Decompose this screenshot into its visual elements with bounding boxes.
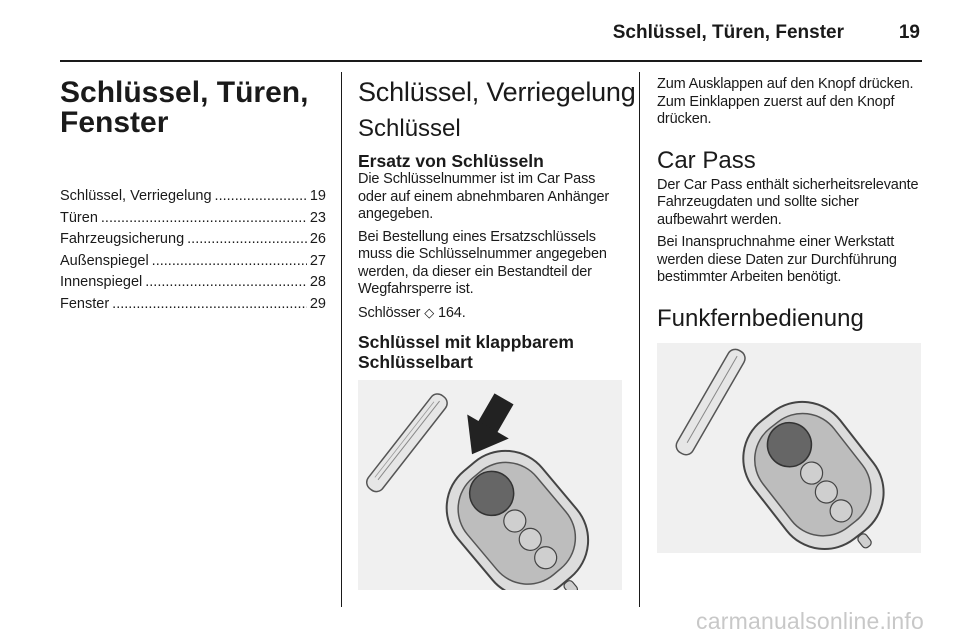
table-of-contents (60, 186, 326, 315)
toc-page: 19 (309, 188, 326, 204)
toc-page: 26 (309, 231, 326, 247)
toc-leader (187, 229, 307, 251)
toc-page: 28 (309, 274, 326, 290)
cross-reference-text: Schlösser (358, 304, 421, 321)
fold-key-illustration (358, 380, 622, 590)
toc-entry[interactable] (60, 229, 326, 251)
cross-reference-icon: ◇ (424, 304, 435, 320)
watermark: carmanualsonline.info (696, 608, 924, 634)
toc-entry[interactable] (60, 186, 326, 208)
toc-label: Außenspiegel (60, 252, 149, 269)
toc-page: 27 (309, 252, 326, 269)
toc-label: Innenspiegel (60, 274, 143, 290)
cross-reference[interactable] (358, 304, 622, 323)
toc-entry[interactable] (60, 272, 326, 294)
remote-key-figure (657, 343, 921, 553)
toc-leader (101, 208, 307, 230)
foldkey-heading: Schlüssel mit klappbarem Schlüsselbart (358, 332, 574, 372)
carpass-paragraph-2: Bei Inanspruchnahme einer Werkstatt werden diese Daten zur Durchführung bestimmter Arbeiten benötigt. (657, 234, 897, 285)
toc-label: Fenster (60, 295, 110, 312)
toc-leader (215, 186, 307, 208)
fold-key-figure (358, 380, 622, 590)
carpass-paragraph-1: Der Car Pass enthält sicherheitsrelevante Fahrzeugdaten und sollte sicher aufbewahrt werden. (657, 176, 919, 228)
toc-label: Schlüssel, Verriegelung (60, 188, 212, 204)
replacement-heading: Ersatz von Schlüsseln (358, 151, 544, 171)
toc-entry[interactable] (60, 251, 326, 273)
toc-entry[interactable] (60, 294, 326, 316)
toc-label: Fahrzeugsicherung (60, 231, 185, 247)
column-divider-1 (341, 72, 342, 607)
right-column (657, 74, 921, 553)
header-rule (60, 60, 922, 62)
section-title: Schlüssel, Verriegelung (358, 77, 636, 107)
chapter-column (60, 74, 326, 315)
carpass-heading: Car Pass (657, 146, 756, 174)
toc-leader (145, 272, 307, 294)
chapter-title: Schlüssel, Türen, Fenster (60, 76, 309, 139)
foldkey-paragraph: Zum Ausklappen auf den Knopf drücken. Zum Einklappen zuerst auf den Knopf drücken. (657, 76, 914, 127)
toc-label: Türen (60, 209, 98, 226)
subsection-title: Schlüssel (358, 115, 461, 142)
remote-heading: Funkfernbedienung (657, 304, 864, 332)
toc-page: 29 (309, 295, 326, 312)
page-number: 19 (898, 22, 920, 43)
section-column (358, 74, 636, 590)
running-head-title: Schlüssel, Türen, Fenster (612, 22, 844, 43)
toc-leader (152, 251, 307, 273)
replacement-paragraph-2: Bei Bestellung eines Ersatzschlüssels muss die Schlüsselnummer angegeben werden, da dieser ein Bestandteil der Wegfahrsperre ist. (358, 228, 607, 297)
toc-leader (112, 294, 307, 316)
replacement-paragraph-1: Die Schlüsselnummer ist im Car Pass oder auf einem abnehmbaren Anhänger angegeben. (358, 171, 610, 222)
toc-page: 23 (309, 209, 326, 226)
column-divider-2 (639, 72, 640, 607)
cross-reference-page: 164. (437, 304, 466, 321)
running-head (60, 20, 920, 46)
remote-key-illustration (657, 343, 921, 553)
toc-entry[interactable] (60, 208, 326, 230)
